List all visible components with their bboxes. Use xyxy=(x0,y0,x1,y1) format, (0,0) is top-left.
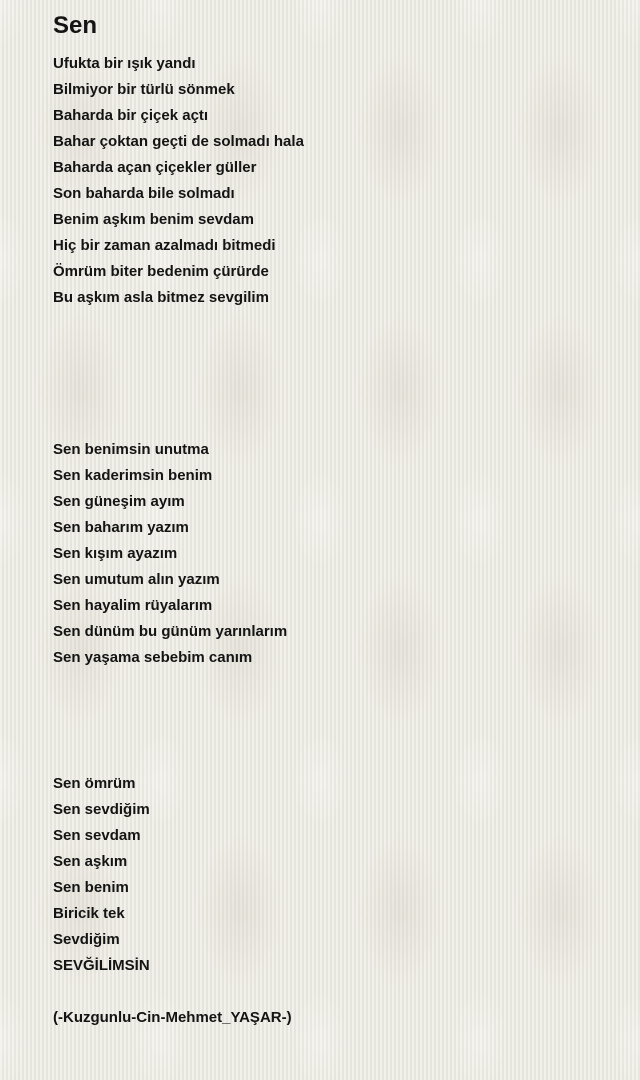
poem-line: Bahar çoktan geçti de solmadı hala xyxy=(53,133,304,150)
poem-line: Son baharda bile solmadı xyxy=(53,185,235,202)
poem-line: Bu aşkım asla bitmez sevgilim xyxy=(53,289,269,306)
poem-line: Sen güneşim ayım xyxy=(53,493,185,510)
poem-line: Sen benim xyxy=(53,879,129,896)
stanza-1 xyxy=(53,51,304,311)
poem-line: Sen baharım yazım xyxy=(53,519,189,536)
poem-line: Bilmiyor bir türlü sönmek xyxy=(53,81,235,98)
poem-line: Baharda açan çiçekler güller xyxy=(53,159,257,176)
poem-line: Sen ömrüm xyxy=(53,775,136,792)
poem-line: Sen benimsin unutma xyxy=(53,441,209,458)
poem-line: Sen kaderimsin benim xyxy=(53,467,213,484)
poem-signature: (-Kuzgunlu-Cin-Mehmet_YAŞAR-) xyxy=(53,1009,292,1026)
stanza-3 xyxy=(53,771,150,979)
poem-line: Benim aşkım benim sevdam xyxy=(53,211,254,228)
poem-line: Sen sevdiğim xyxy=(53,801,150,818)
poem-line: Sen umutum alın yazım xyxy=(53,571,220,588)
poem-line: Sevdiğim xyxy=(53,931,120,948)
poem-line: Baharda bir çiçek açtı xyxy=(53,107,209,124)
poem-line: Sen hayalim rüyalarım xyxy=(53,597,213,614)
poem-line: Sen kışım ayazım xyxy=(53,545,178,562)
stanza-2 xyxy=(53,437,287,671)
poem-line: Sen sevdam xyxy=(53,827,141,844)
poem-line: Ömrüm biter bedenim çürürde xyxy=(53,263,269,280)
poem-line: Ufukta bir ışık yandı xyxy=(53,55,196,72)
poem-line: Sen aşkım xyxy=(53,853,128,870)
poem-title: Sen xyxy=(53,12,98,39)
poem-line: Hiç bir zaman azalmadı bitmedi xyxy=(53,237,276,254)
poem-line: SEVĞİLİMSİN xyxy=(53,957,150,974)
poem-line: Sen yaşama sebebim canım xyxy=(53,649,253,666)
poem-line: Sen dünüm bu günüm yarınlarım xyxy=(53,623,288,640)
poem-line: Biricik tek xyxy=(53,905,125,922)
